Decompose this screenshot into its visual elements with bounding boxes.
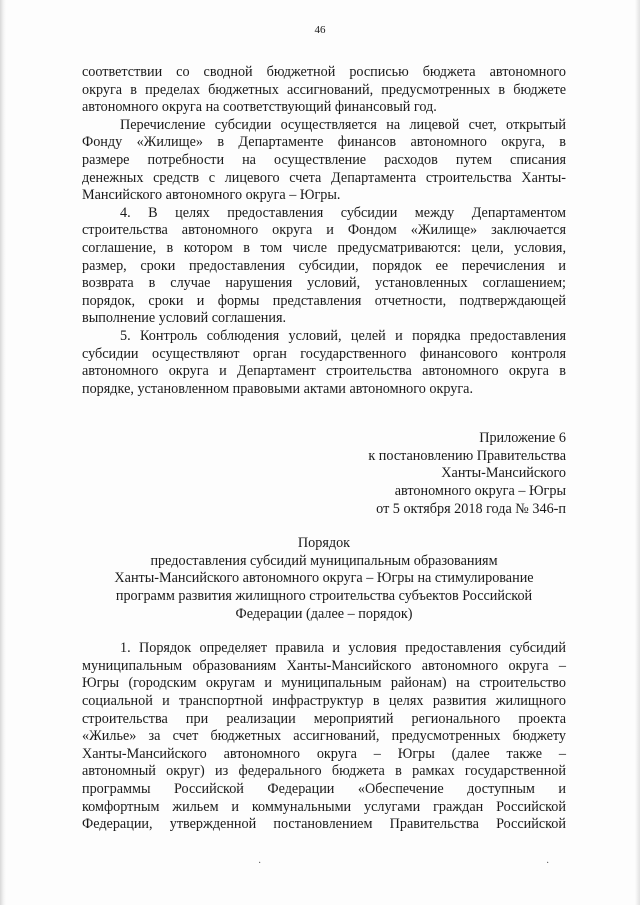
text-line: Федерации, утвержденной постановлением Правительства Российской bbox=[82, 816, 566, 833]
text-line: порядке, установленном правовыми актами автономного округа. bbox=[82, 380, 474, 397]
text-line: соглашение, в котором в том числе предусматриваются: цели, условия, bbox=[82, 239, 566, 256]
text-line: Перечисление субсидии осуществляется на лицевой счет, открытый bbox=[120, 116, 566, 133]
appendix-line: от 5 октября 2018 года № 346-п bbox=[376, 500, 566, 517]
text-line: Югры (городским округам и муниципальным районам) на строительство bbox=[82, 675, 566, 692]
text-line: Мансийского автономного округа – Югры. bbox=[82, 187, 341, 204]
text-line: социальной и транспортной инфраструктур в целях развития жилищного bbox=[82, 693, 566, 709]
appendix-line: Приложение 6 bbox=[479, 430, 566, 447]
text-line: муниципальным образованиям Ханты-Мансийского автономного округа – bbox=[82, 657, 566, 674]
text-line: денежных средств с лицевого счета Департамента строительства Ханты- bbox=[82, 169, 566, 186]
text-line: программы Российской Федерации «Обеспечение доступным и bbox=[82, 780, 566, 797]
order-title-line: Федерации (далее – порядок) bbox=[235, 605, 413, 622]
text-line: автономный округ) из федерального бюджета в рамках государственной bbox=[82, 763, 566, 780]
text-line: Ханты-Мансийского автономного округа – Югры (далее также – bbox=[82, 745, 566, 762]
scan-edge-left bbox=[0, 0, 6, 905]
paragraph-budget-continuation bbox=[82, 64, 566, 117]
text-line: округа в пределах бюджетных ассигнований, предусмотренных в бюджете bbox=[82, 81, 566, 98]
order-heading: Порядок bbox=[297, 535, 351, 552]
text-line: Фонду «Жилище» в Департаменте финансов автономного округа, в bbox=[82, 134, 566, 151]
document-body bbox=[82, 64, 566, 834]
text-line: 4. В целях предоставления субсидии между Департаментом bbox=[120, 204, 566, 221]
text-line: комфортным жильем и коммунальными услугами граждан Российской bbox=[82, 798, 566, 815]
order-title bbox=[82, 535, 566, 623]
text-line: возврата в случае нарушения условий, установленных соглашением; bbox=[82, 275, 566, 292]
appendix-line: к постановлению Правительства bbox=[368, 447, 566, 464]
text-line: строительства автономного округа и Фондом «Жилище» заключается bbox=[82, 222, 566, 239]
paragraph-control bbox=[82, 328, 566, 398]
scan-speck: · bbox=[546, 858, 550, 869]
paragraph-order-clause-1 bbox=[82, 640, 566, 834]
text-line: строительства при реализации мероприятий регионального проекта bbox=[82, 710, 566, 727]
text-line: порядок, сроки и формы представления отчетности, подтверждающей bbox=[82, 292, 566, 309]
text-line: соответствии со сводной бюджетной росписью бюджета автономного bbox=[82, 64, 566, 80]
text-line: автономного округа на соответствующий финансовый год. bbox=[82, 99, 437, 116]
order-title-line: предоставления субсидий муниципальным образованиям bbox=[150, 552, 498, 569]
text-line: 5. Контроль соблюдения условий, целей и порядка предоставления bbox=[120, 327, 566, 344]
text-line: субсидии осуществляют орган государственного финансового контроля bbox=[82, 345, 566, 362]
order-title-line: программ развития жилищного строительства субъектов Российской bbox=[115, 588, 533, 605]
appendix-reference bbox=[82, 430, 566, 518]
text-line: 1. Порядок определяет правила и условия предоставления субсидий bbox=[120, 640, 566, 657]
order-title-line: Ханты-Мансийского автономного округа – Югры на стимулирование bbox=[114, 570, 534, 587]
appendix-line: автономного округа – Югры bbox=[394, 483, 566, 500]
paragraph-subsidy-transfer bbox=[82, 117, 566, 205]
text-line: размере потребности на осуществление расходов путем списания bbox=[82, 151, 566, 168]
text-line: размер, сроки предоставления субсидии, порядок ее перечисления и bbox=[82, 257, 566, 274]
appendix-line: Ханты-Мансийского bbox=[441, 465, 566, 482]
text-line: выполнение условий соглашения. bbox=[82, 310, 287, 327]
text-line: «Жилье» за счет бюджетных ассигнований, предусмотренных бюджету bbox=[82, 728, 566, 745]
paragraph-agreement bbox=[82, 205, 566, 328]
page-number: 46 bbox=[314, 24, 326, 36]
scan-edge-right bbox=[635, 0, 640, 905]
text-line: автономного округа и Департамент строительства автономного округа в bbox=[82, 363, 566, 380]
scan-speck: · bbox=[258, 858, 262, 869]
